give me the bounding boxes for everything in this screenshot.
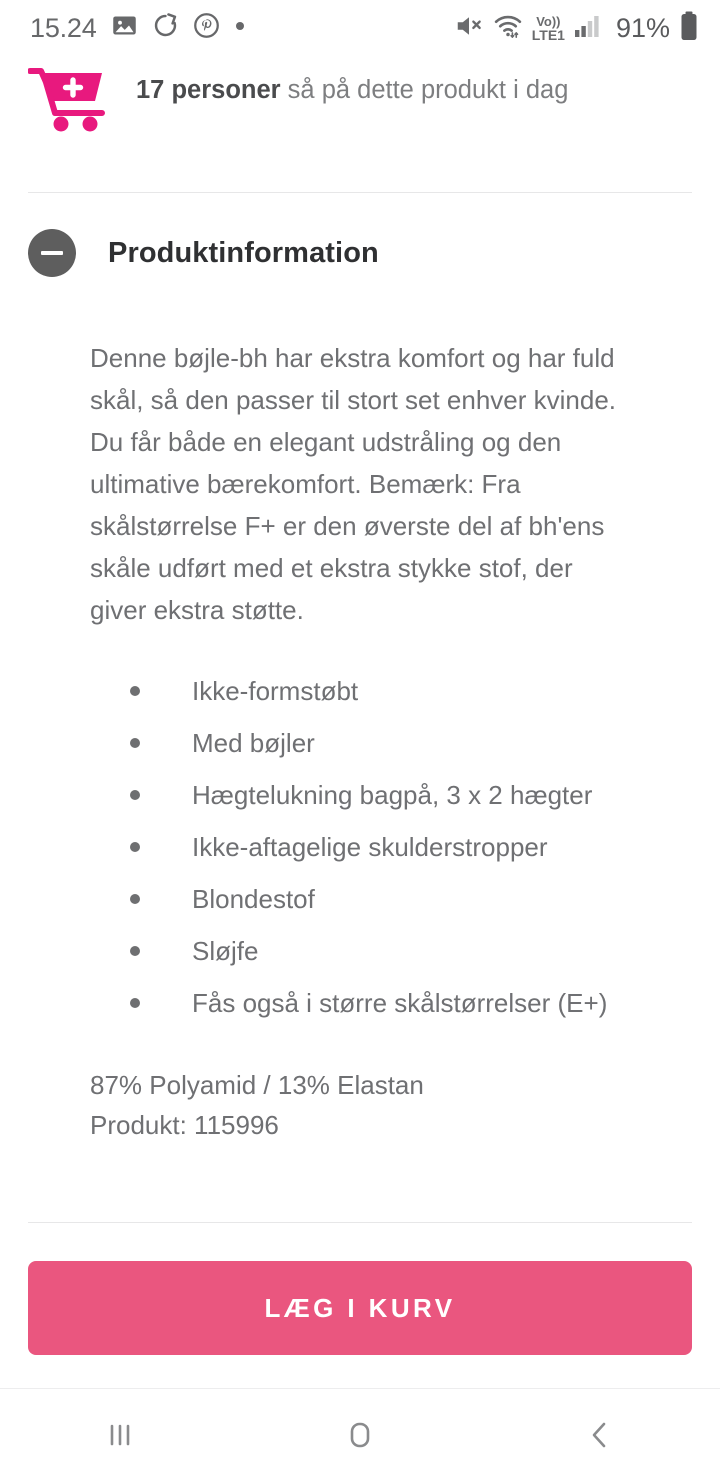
- back-icon[interactable]: [540, 1389, 660, 1480]
- list-item: [90, 977, 692, 1029]
- image-icon: [111, 12, 138, 44]
- viewers-text: [136, 62, 568, 108]
- sync-icon: [152, 12, 179, 44]
- list-item-label: Blondestof: [192, 884, 315, 914]
- bullet-icon: [130, 998, 140, 1008]
- viewers-count: 17: [136, 76, 165, 104]
- dot-icon: [234, 19, 246, 37]
- viewers-notice: [0, 56, 720, 156]
- list-item-label: Sløjfe: [192, 936, 259, 966]
- bullet-icon: [130, 946, 140, 956]
- network-label: LTE1: [531, 26, 565, 43]
- page-title: Produktinformation: [108, 236, 379, 269]
- bullet-icon: [130, 738, 140, 748]
- viewers-noun: personer: [171, 76, 281, 104]
- bullet-icon: [130, 790, 140, 800]
- list-item-label: Med bøjler: [192, 728, 315, 758]
- feature-list: [28, 665, 692, 1029]
- pinterest-icon: [193, 12, 220, 44]
- battery-percent: 91%: [615, 12, 670, 43]
- list-item: [90, 821, 692, 873]
- status-time: 15.24: [30, 12, 97, 43]
- system-navigation-bar: [0, 1388, 720, 1480]
- product-information-body: [0, 277, 720, 1178]
- list-item: [90, 717, 692, 769]
- add-to-cart-button[interactable]: LÆG I KURV: [28, 1261, 692, 1355]
- status-bar-left: [30, 12, 246, 44]
- volte-icon: [532, 15, 565, 42]
- list-item: [90, 925, 692, 977]
- list-item: [90, 769, 692, 821]
- signal-icon: [574, 13, 604, 44]
- bullet-icon: [130, 686, 140, 696]
- minus-circle-icon[interactable]: [28, 229, 76, 277]
- cart-plus-icon: [28, 62, 114, 132]
- bullet-icon: [130, 894, 140, 904]
- battery-icon: [680, 11, 698, 46]
- list-item-label: Ikke-formstøbt: [192, 676, 359, 706]
- list-item: [90, 873, 692, 925]
- viewers-rest: så på dette produkt i dag: [280, 76, 569, 104]
- bullet-icon: [130, 842, 140, 852]
- status-bar-right: [454, 11, 698, 46]
- product-meta: [28, 1065, 692, 1145]
- list-item-label: Ikke-aftagelige skulderstropper: [192, 832, 548, 862]
- minus-bar: [41, 251, 63, 255]
- product-information-header[interactable]: [0, 193, 720, 277]
- product-number: Produkt: 115996: [90, 1110, 279, 1140]
- recents-icon[interactable]: [60, 1389, 180, 1480]
- layout-spacer: [0, 1355, 720, 1388]
- product-description: Denne bøjle-bh har ekstra komfort og har fuld skål, så den passer til stort set enhver kvinde. Du får både en elegant udstråling og den ultimative bærekomfort. Bemærk: Fra skålstørrelse F+ er den øverste del af bh'ens skåle udført med et ekstra stykke stof, der giver ekstra støtte.: [90, 343, 617, 625]
- home-icon[interactable]: [300, 1389, 420, 1480]
- status-bar: [0, 0, 720, 56]
- material-composition: 87% Polyamid / 13% Elastan: [90, 1070, 424, 1100]
- list-item-label: Fås også i større skålstørrelser (E+): [192, 988, 608, 1018]
- volte-label: Vo)): [536, 13, 561, 29]
- list-item-label: Hægtelukning bagpå, 3 x 2 hægter: [192, 780, 593, 810]
- cta-container: [0, 1223, 720, 1355]
- mute-icon: [454, 11, 484, 46]
- wifi-icon: [493, 11, 523, 46]
- list-item: [90, 665, 692, 717]
